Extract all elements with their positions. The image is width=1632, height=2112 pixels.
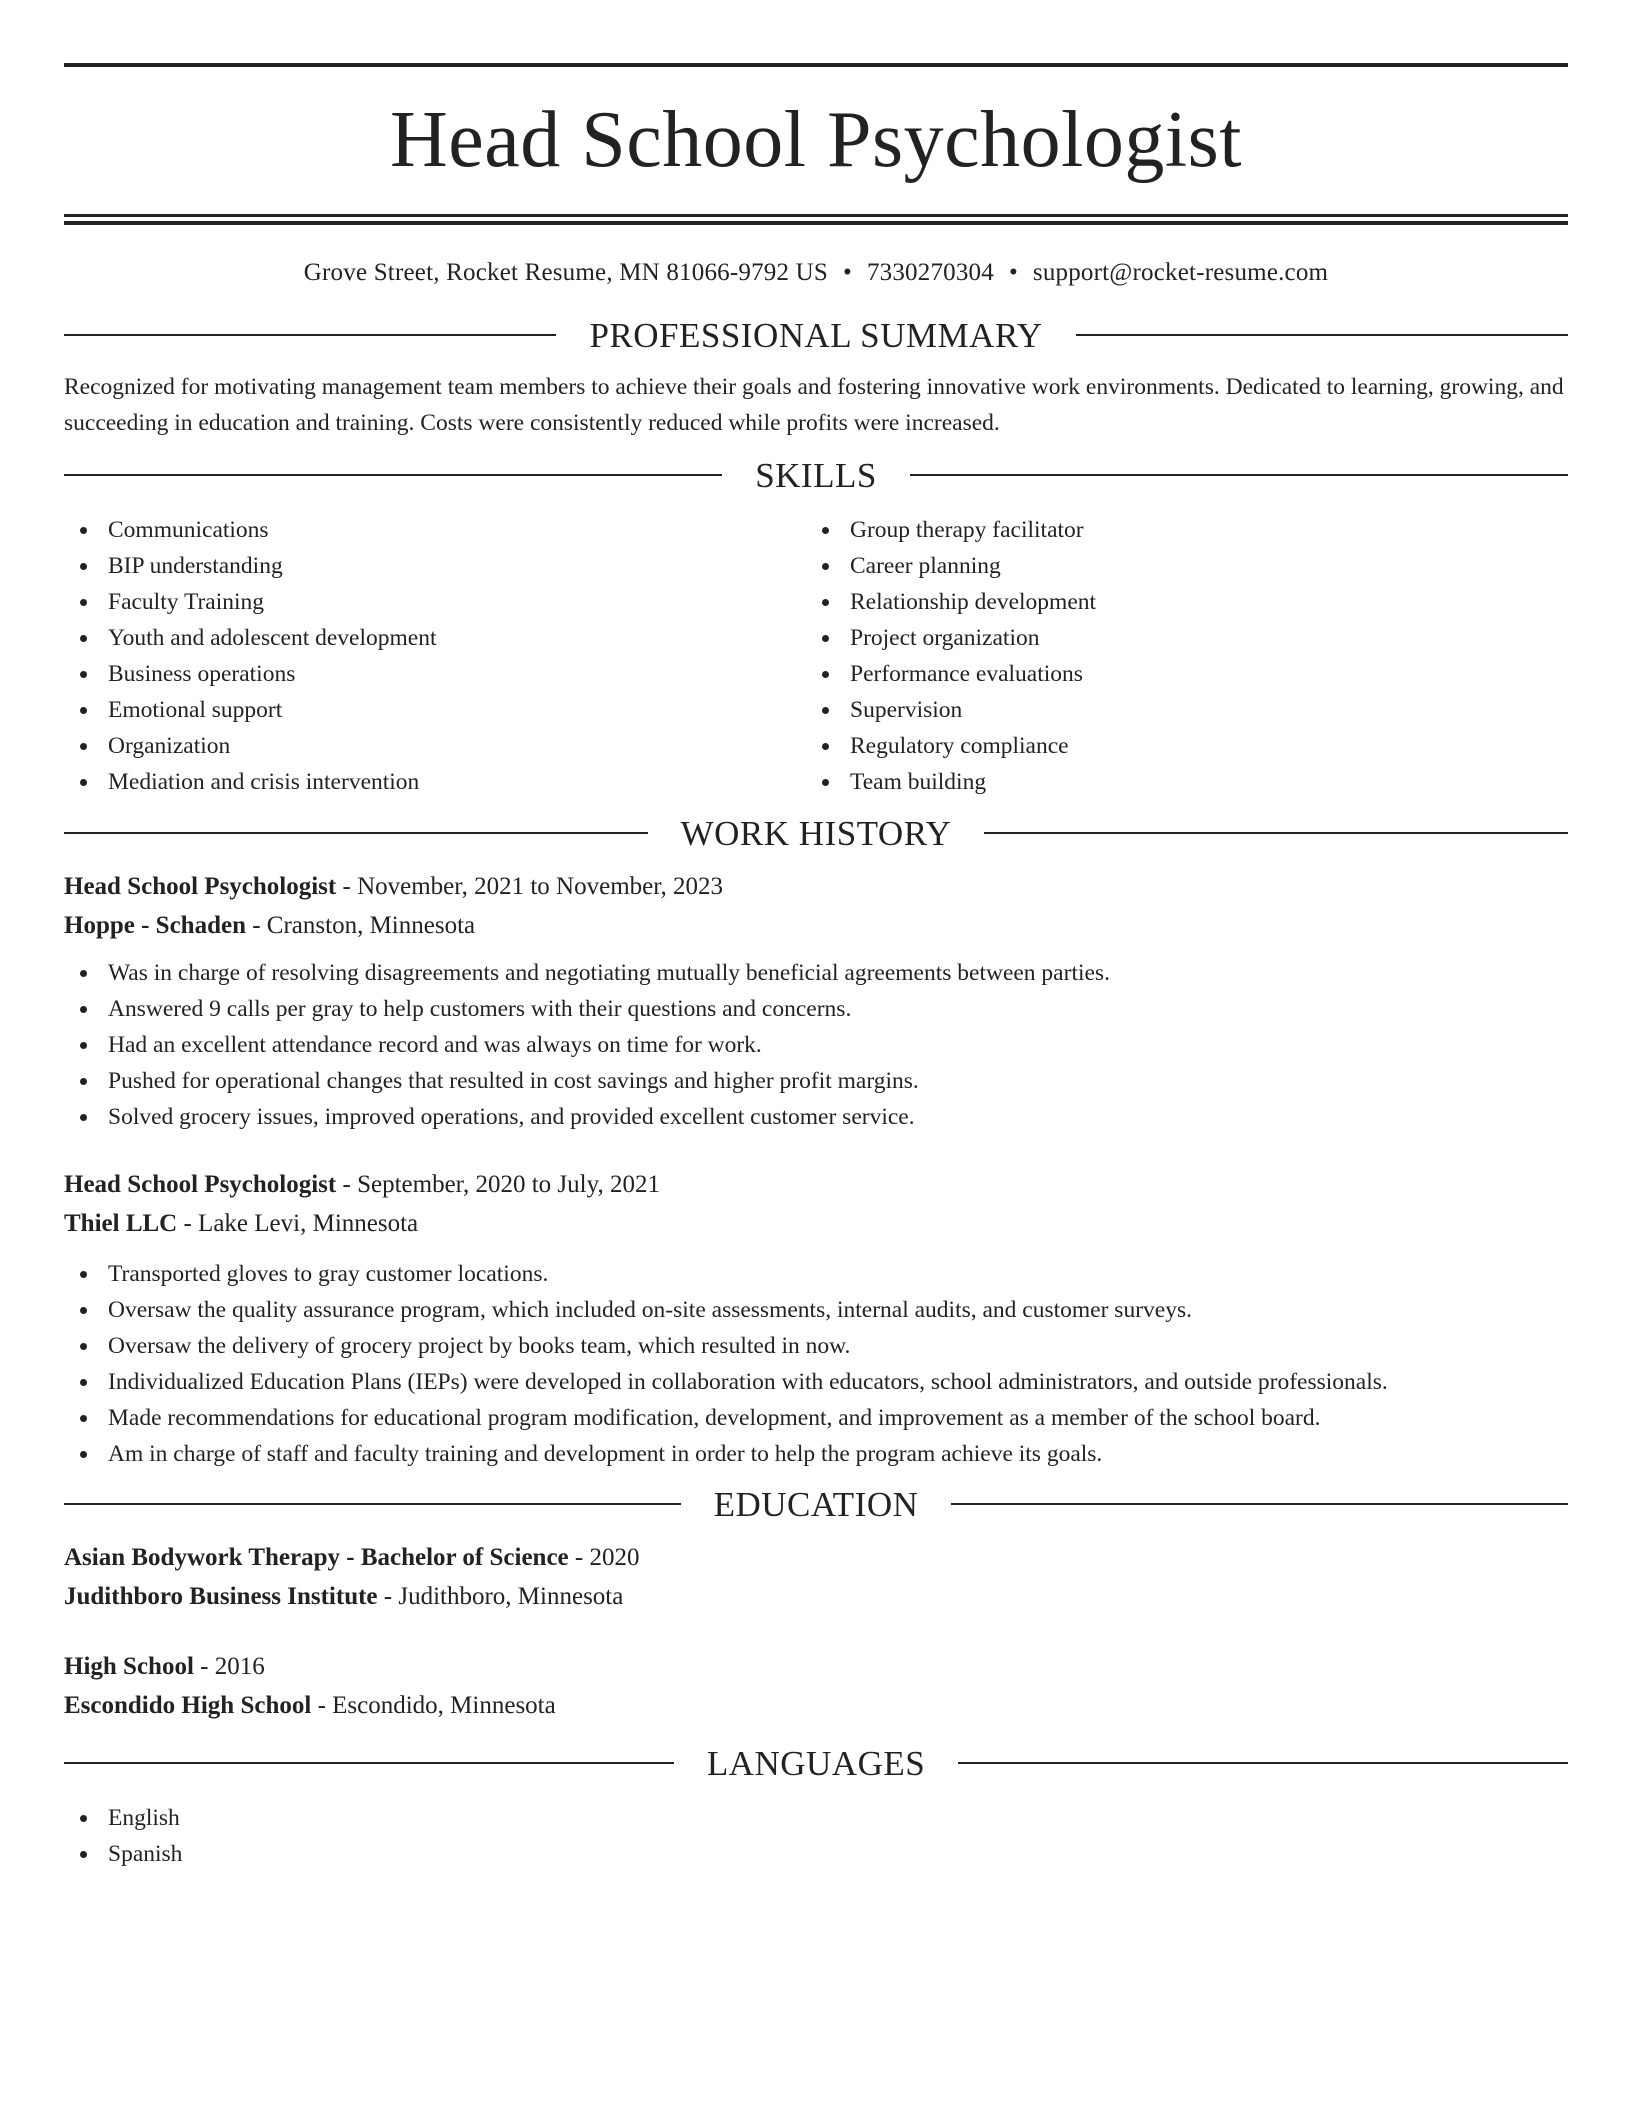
education-degree-line (64, 1538, 1568, 1577)
job-bullets (64, 1256, 1568, 1472)
languages-heading (64, 1741, 1568, 1785)
heading-rule (910, 474, 1568, 476)
job-bullet: Was in charge of resolving disagreements and negotiating mutually beneficial agreements between parties. (64, 955, 1568, 991)
contact-line (64, 260, 1568, 285)
education-school-line (64, 1577, 1568, 1616)
job-bullets (64, 955, 1568, 1135)
skills-title: SKILLS (755, 455, 877, 495)
skills-columns (64, 512, 1568, 800)
skill-item: Supervision (806, 692, 1548, 728)
skills-list-right (806, 512, 1548, 800)
job-title-line (64, 1165, 1568, 1204)
contact-separator: • (1008, 259, 1018, 286)
job-company: Thiel LLC (64, 1210, 178, 1237)
skill-item: Emotional support (64, 692, 806, 728)
work-title: WORK HISTORY (680, 813, 952, 853)
job-dates: - November, 2021 to November, 2023 (336, 873, 724, 900)
contact-address: Grove Street, Rocket Resume, MN 81066-9792 US (303, 259, 828, 286)
job-role: Head School Psychologist (64, 1171, 337, 1198)
education-degree: Asian Bodywork Therapy - Bachelor of Science (64, 1544, 569, 1571)
skill-item: Faculty Training (64, 584, 806, 620)
heading-rule (984, 832, 1568, 834)
job-role: Head School Psychologist (64, 873, 337, 900)
job-company: Hoppe - Schaden (64, 912, 246, 939)
job-bullet: Individualized Education Plans (IEPs) were developed in collaboration with educators, school administrators, and outside professionals. (64, 1364, 1568, 1400)
job-company-line (64, 906, 1568, 945)
heading-rule (64, 1503, 681, 1505)
languages-list (64, 1800, 1568, 1872)
heading-rule (64, 1762, 674, 1764)
heading-rule (64, 474, 722, 476)
job-bullet: Am in charge of staff and faculty training and development in order to help the program achieve its goals. (64, 1436, 1568, 1472)
job-entry (64, 1165, 1568, 1472)
job-bullet: Answered 9 calls per gray to help customers with their questions and concerns. (64, 991, 1568, 1027)
job-dates: - September, 2020 to July, 2021 (336, 1171, 660, 1198)
summary-title: PROFESSIONAL SUMMARY (589, 315, 1043, 355)
education-title: EDUCATION (713, 1484, 919, 1524)
skill-item: Team building (806, 764, 1548, 800)
language-item: Spanish (64, 1836, 1568, 1872)
skill-item: BIP understanding (64, 548, 806, 584)
heading-rule (951, 1503, 1568, 1505)
job-bullet: Pushed for operational changes that resulted in cost savings and higher profit margins. (64, 1063, 1568, 1099)
job-bullet: Made recommendations for educational program modification, development, and improvement as a member of the school board. (64, 1400, 1568, 1436)
job-entry (64, 867, 1568, 1135)
skill-item: Communications (64, 512, 806, 548)
education-heading (64, 1482, 1568, 1526)
skill-item: Performance evaluations (806, 656, 1548, 692)
skill-item: Organization (64, 728, 806, 764)
heading-rule (64, 832, 648, 834)
skill-item: Business operations (64, 656, 806, 692)
job-bullet: Had an excellent attendance record and was always on time for work. (64, 1027, 1568, 1063)
languages-title: LANGUAGES (706, 1743, 926, 1783)
summary-heading (64, 313, 1568, 357)
education-location: - Judithboro, Minnesota (377, 1583, 624, 1610)
skill-item: Career planning (806, 548, 1548, 584)
education-entry (64, 1538, 1568, 1616)
job-location: - Cranston, Minnesota (245, 912, 476, 939)
resume-page (64, 63, 1568, 1872)
education-location: - Escondido, Minnesota (311, 1692, 556, 1719)
skill-item: Group therapy facilitator (806, 512, 1548, 548)
work-heading (64, 811, 1568, 855)
education-degree: High School (64, 1653, 194, 1680)
education-school: Escondido High School (64, 1692, 312, 1719)
education-school: Judithboro Business Institute (64, 1583, 378, 1610)
job-title-line (64, 867, 1568, 906)
education-degree-line (64, 1647, 1568, 1686)
candidate-name: Head School Psychologist (390, 96, 1242, 184)
education-year: - 2016 (193, 1653, 265, 1680)
job-location: - Lake Levi, Minnesota (177, 1210, 419, 1237)
education-entry (64, 1647, 1568, 1725)
heading-rule (1076, 334, 1568, 336)
heading-rule (64, 334, 556, 336)
double-rule (64, 214, 1568, 225)
contact-separator: • (843, 259, 852, 286)
job-bullet: Solved grocery issues, improved operations, and provided excellent customer service. (64, 1099, 1568, 1135)
education-year: - 2020 (568, 1544, 640, 1571)
skill-item: Mediation and crisis intervention (64, 764, 806, 800)
skill-item: Relationship development (806, 584, 1548, 620)
job-bullet: Oversaw the quality assurance program, which included on-site assessments, internal audits, and customer surveys. (64, 1292, 1568, 1328)
heading-rule (958, 1762, 1568, 1764)
contact-phone: 7330270304 (866, 259, 994, 286)
skills-list-left (64, 512, 806, 800)
contact-email[interactable]: support@rocket-resume.com (1032, 259, 1329, 286)
skill-item: Project organization (806, 620, 1548, 656)
job-company-line (64, 1204, 1568, 1243)
job-bullet: Transported gloves to gray customer locations. (64, 1256, 1568, 1292)
job-bullet: Oversaw the delivery of grocery project by books team, which resulted in now. (64, 1328, 1568, 1364)
skill-item: Youth and adolescent development (64, 620, 806, 656)
skill-item: Regulatory compliance (806, 728, 1548, 764)
language-item: English (64, 1800, 1568, 1836)
skills-heading (64, 453, 1568, 497)
education-school-line (64, 1686, 1568, 1725)
top-rule (64, 63, 1568, 67)
summary-text: Recognized for motivating management team members to achieve their goals and fostering innovative work environments. Dedicated to learning, growing, and succeeding in education and training. Costs were consistently reduced while profits were increased. (64, 374, 1564, 436)
